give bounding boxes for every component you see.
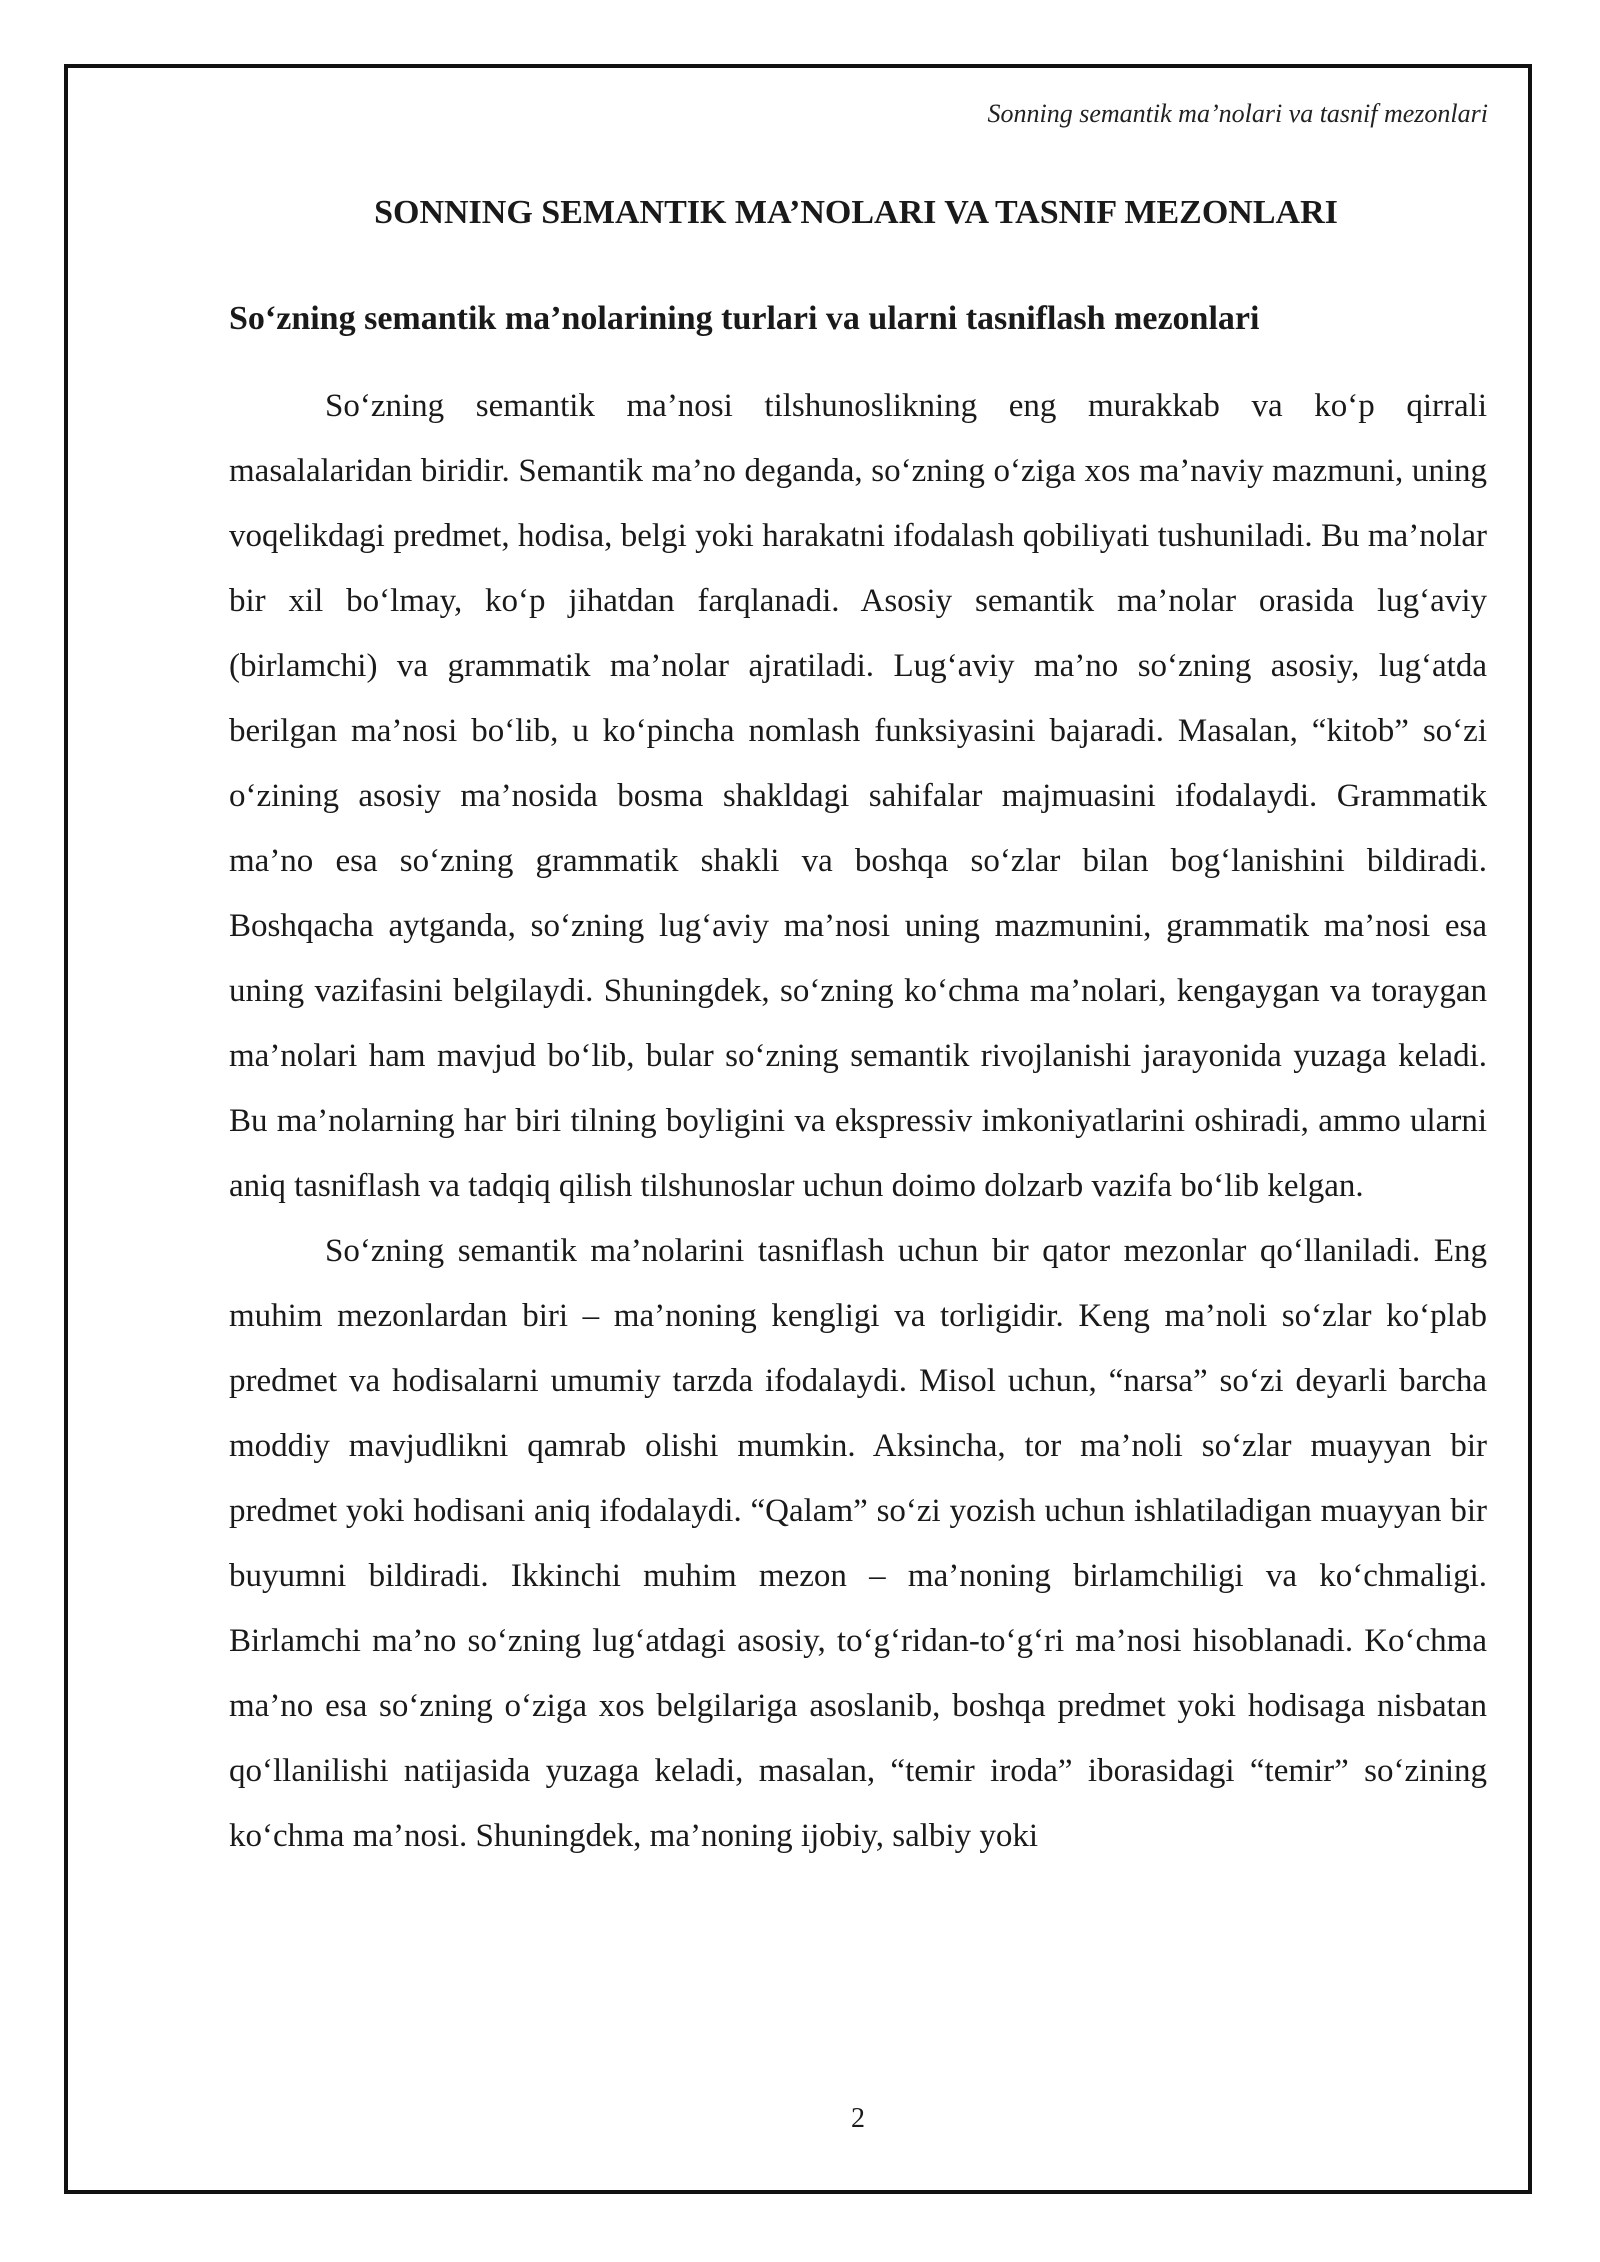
page-number: 2 bbox=[851, 2103, 865, 2134]
paragraph-2: So‘zning semantik ma’nolarini tasniflash uchun bir qator mezonlar qo‘llaniladi. Eng muhim mezonlardan biri – ma’noning kengligi va torligidir. Keng ma’noli so‘zlar ko‘plab predmet va hodisalarni umumiy tarzda ifodalaydi. Misol uchun, “narsa” so‘zi deyarli barcha moddiy mavjudlikni qamrab olishi mumkin. Aksincha, tor ma’noli so‘zlar muayyan bir predmet yoki hodisani aniq ifodalaydi. “Qalam” so‘zi yozish uchun ishlatiladigan muayyan bir buyumni bildiradi. Ikkinchi muhim mezon – ma’noning birlamchiligi va ko‘chmaligi. Birlamchi ma’no so‘zning lug‘atdagi asosiy, to‘g‘ridan-to‘g‘ri ma’nosi hisoblanadi. Ko‘chma ma’no esa so‘zning o‘ziga xos belgilariga asoslanib, boshqa predmet yoki hodisaga nisbatan qo‘llanilishi natijasida yuzaga keladi, masalan, “temir iroda” iborasidagi “temir” so‘zining ko‘chma ma’nosi. Shuningdek, ma’noning ijobiy, salbiy yoki bbox=[229, 1233, 1487, 1854]
running-header: Sonning semantik ma’nolari va tasnif mezonlari bbox=[987, 99, 1488, 128]
page-title: SONNING SEMANTIK MA’NOLARI VA TASNIF MEZONLARI bbox=[374, 194, 1338, 231]
paragraph-1: So‘zning semantik ma’nosi tilshunoslikning eng murakkab va ko‘p qirrali masalalaridan biridir. Semantik ma’no deganda, so‘zning o‘ziga xos ma’naviy mazmuni, uning voqelikdagi predmet, hodisa, belgi yoki harakatni ifodalash qobiliyati tushuniladi. Bu ma’nolar bir xil bo‘lmay, ko‘p jihatdan farqlanadi. Asosiy semantik ma’nolar orasida lug‘aviy (birlamchi) va grammatik ma’nolar ajratiladi. Lug‘aviy ma’no so‘zning asosiy, lug‘atda berilgan ma’nosi bo‘lib, u ko‘pincha nomlash funksiyasini bajaradi. Masalan, “kitob” so‘zi o‘zining asosiy ma’nosida bosma shakldagi sahifalar majmuasini ifodalaydi. Grammatik ma’no esa so‘zning grammatik shakli va boshqa so‘zlar bilan bog‘lanishini bildiradi. Boshqacha aytganda, so‘zning lug‘aviy ma’nosi uning mazmunini, grammatik ma’nosi esa uning vazifasini belgilaydi. Shuningdek, so‘zning ko‘chma ma’nolari, kengaygan va toraygan ma’nolari ham mavjud bo‘lib, bular so‘zning semantik rivojlanishi jarayonida yuzaga keladi. Bu ma’nolarning har biri tilning boyligini va ekspressiv imkoniyatlarini oshiradi, ammo ularni aniq tasniflash va tadqiq qilish tilshunoslar uchun doimo dolzarb vazifa bo‘lib kelgan. bbox=[229, 388, 1487, 1204]
section-heading: So‘zning semantik ma’nolarining turlari va ularni tasniflash mezonlari bbox=[229, 300, 1260, 337]
body-text bbox=[229, 374, 1487, 1869]
